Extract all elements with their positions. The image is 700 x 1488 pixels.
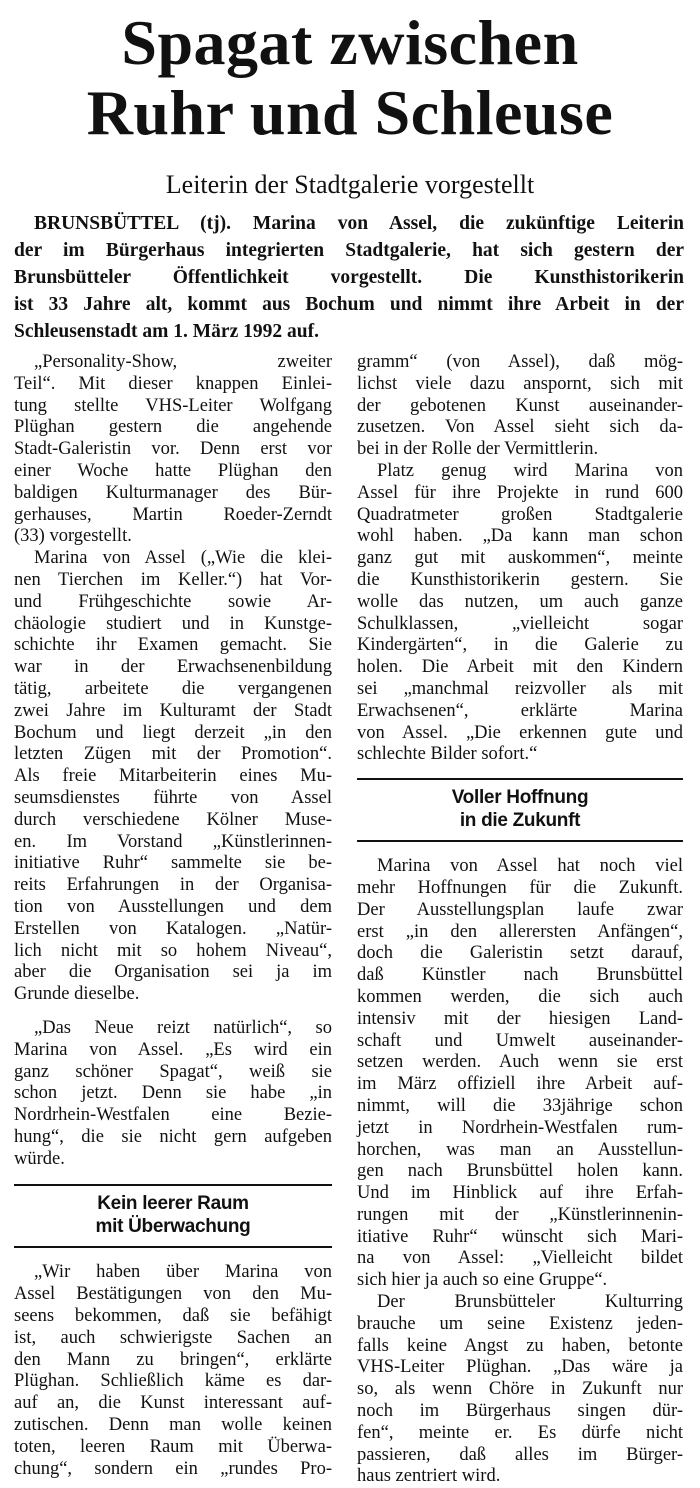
- text-line: itiative Ruhr“ wünscht sich Mari-: [357, 1226, 683, 1247]
- lead-paragraph: [14, 210, 684, 345]
- text-line: schichte ihr Examen gemacht. Sie: [14, 635, 332, 656]
- text-line: setzen werden. Auch wenn sie erst: [357, 1052, 683, 1073]
- text-line: gerhauses, Martin Roeder-Zerndt: [14, 504, 332, 525]
- text-line: von Assel. „Die erkennen gute und: [357, 722, 683, 743]
- text-line: noch im Bürgerhaus singen dür-: [357, 1401, 683, 1422]
- paragraph: [14, 1262, 332, 1480]
- text-line: Platz genug wird Marina von: [377, 460, 683, 481]
- text-line: schlechte Bilder sofort.“: [357, 744, 538, 765]
- text-line: nen Tierchen im Keller.“) hat Vor-: [14, 569, 332, 590]
- divider: [357, 840, 683, 842]
- left-column: [14, 352, 332, 1480]
- text-line: bei in der Rolle der Vermittlerin.: [357, 439, 599, 460]
- text-line: Marina von Assel. „Es wird ein: [14, 1039, 332, 1060]
- text-line: gen nach Brunsbüttel holen kann.: [357, 1161, 683, 1182]
- text-line: en. Im Vorstand „Künstlerinnen-: [14, 831, 332, 852]
- text-line: „Wir haben über Marina von: [34, 1262, 332, 1283]
- text-line: jetzt in Nordrhein-Westfalen rum-: [357, 1117, 683, 1138]
- text-line: chung“, sondern ein „rundes Pro-: [14, 1458, 332, 1479]
- text-line: den Mann zu bringen“, erklärte: [14, 1349, 332, 1370]
- paragraph: [14, 352, 332, 548]
- text-line: sei „manchmal reizvoller als mit: [357, 678, 683, 699]
- section-heading-line: mit Überwachung: [95, 1216, 251, 1238]
- headline-line: Ruhr und Schleuse: [86, 77, 614, 148]
- text-line: brauche um seine Existenz jeden-: [357, 1313, 683, 1334]
- text-line: sich hier ja auch so eine Gruppe“.: [357, 1270, 608, 1291]
- text-line: daß Künstler nach Brunsbüttel: [357, 965, 683, 986]
- text-line: ganz schöner Spagat“, weiß sie: [14, 1061, 332, 1082]
- text-line: Marina von Assel („Wie die klei-: [34, 548, 332, 569]
- text-line: so, als wenn Chöre in Zukunft nur: [357, 1379, 683, 1400]
- text-line: Plüghan. Schließlich käme es dar-: [14, 1371, 332, 1392]
- subtitle: Leiterin der Stadtgalerie vorgestellt: [165, 170, 535, 199]
- section-heading-line: in die Zukunft: [459, 810, 581, 832]
- text-line: im März offiziell ihre Arbeit auf-: [357, 1074, 683, 1095]
- divider: [14, 1246, 332, 1248]
- text-line: falls keine Angst zu haben, betonte: [357, 1335, 683, 1356]
- text-line: mehr Hoffnungen für die Zukunft.: [357, 877, 683, 898]
- text-line: Schleusenstadt am 1. März 1992 auf.: [14, 321, 319, 342]
- text-line: nimmt, will die 33jährige schon: [357, 1095, 683, 1116]
- text-line: würde.: [14, 1148, 65, 1169]
- section-heading-line: Voller Hoffnung: [451, 787, 589, 809]
- text-line: seumsdienstes führte von Assel: [14, 787, 332, 808]
- text-line: ist, auch schwierigste Sachen an: [14, 1327, 332, 1348]
- text-line: BRUNSBÜTTEL (tj). Marina von Assel, die zukünftige Leiterin: [34, 213, 684, 234]
- text-line: zwei Jahre im Kulturamt der Stadt: [14, 700, 332, 721]
- text-line: zutischen. Denn man wolle keinen: [14, 1415, 332, 1436]
- text-line: Assel für ihre Projekte in rund 600: [357, 482, 683, 503]
- divider: [357, 778, 683, 780]
- text-line: tung stellte VHS-Leiter Wolfgang: [14, 395, 332, 416]
- text-line: reits Erfahrungen in der Organisa-: [14, 875, 332, 896]
- text-line: durch verschiedene Kölner Muse-: [14, 809, 332, 830]
- text-line: schon jetzt. Denn sie habe „in: [14, 1083, 332, 1104]
- text-line: ist 33 Jahre alt, kommt aus Bochum und nimmt ihre Arbeit in der: [14, 294, 684, 315]
- text-line: ganz gut mit auskommen“, meinte: [357, 548, 683, 569]
- text-line: holen. Die Arbeit mit den Kindern: [357, 657, 683, 678]
- text-line: baldigen Kulturmanager des Bür-: [14, 482, 332, 503]
- text-line: Assel Bestätigungen von den Mu-: [14, 1284, 332, 1305]
- text-line: horchen, was man an Ausstellun-: [357, 1139, 683, 1160]
- text-line: passieren, daß alles im Bürger-: [357, 1444, 683, 1465]
- text-line: na von Assel: „Vielleicht bildet: [357, 1248, 683, 1269]
- text-line: (33) vorgestellt.: [14, 526, 132, 547]
- text-line: auf an, die Kunst interessant auf-: [14, 1393, 332, 1414]
- text-line: aber die Organisation sei ja im: [14, 962, 332, 983]
- text-line: tätig, arbeitete die vergangenen: [14, 678, 332, 699]
- text-line: „Personality-Show, zweiter: [34, 352, 332, 372]
- text-line: und Frühgeschichte sowie Ar-: [14, 591, 332, 612]
- text-line: Der Ausstellungsplan laufe zwar: [357, 899, 683, 920]
- right-column: [357, 352, 683, 1488]
- paragraph: [357, 461, 683, 766]
- text-line: intensiv mit der hiesigen Land-: [357, 1008, 683, 1029]
- text-line: initiative Ruhr“ sammelte sie be-: [14, 853, 332, 874]
- text-line: haus zentriert wird.: [357, 1466, 501, 1487]
- text-line: war in der Erwachsenenbildung: [14, 657, 332, 678]
- text-line: der im Bürgerhaus integrierten Stadtgalerie, hat sich gestern der: [14, 240, 684, 261]
- headline-line: Spagat zwischen: [121, 7, 579, 78]
- text-line: Als freie Mitarbeiterin eines Mu-: [14, 766, 332, 787]
- text-line: letzten Zügen mit der Promotion“.: [14, 744, 332, 765]
- paragraph: [357, 856, 683, 1292]
- text-line: „Das Neue reizt natürlich“, so: [34, 1017, 332, 1038]
- text-line: Bochum und liegt derzeit „in den: [14, 722, 332, 743]
- text-line: Grunde dieselbe.: [14, 984, 140, 1005]
- paragraph: [14, 1018, 332, 1171]
- text-line: VHS-Leiter Plüghan. „Das wäre ja: [357, 1357, 683, 1378]
- text-line: schaft und Umwelt auseinander-: [357, 1030, 683, 1051]
- text-line: gramm“ (von Assel), daß mög-: [357, 352, 683, 372]
- text-line: tion von Ausstellungen und dem: [14, 896, 332, 917]
- text-line: wolle das nutzen, um auch ganze: [357, 591, 683, 612]
- paragraph: [357, 1292, 683, 1488]
- text-line: rungen mit der „Künstlerinnenin-: [357, 1204, 683, 1225]
- text-line: wohl haben. „Da kann man schon: [357, 526, 683, 547]
- text-line: Teil“. Mit dieser knappen Einlei-: [14, 373, 332, 394]
- text-line: kommen werden, die sich auch: [357, 986, 683, 1007]
- paragraph: [357, 352, 683, 461]
- text-line: hung“, die sie nicht gern aufgeben: [14, 1126, 332, 1147]
- text-line: zusetzen. Von Assel sieht sich da-: [357, 417, 683, 438]
- text-line: lichst viele dazu anspornt, sich mit: [357, 373, 683, 394]
- text-line: Erwachsenen“, erklärte Marina: [357, 700, 683, 721]
- text-line: Quadratmeter großen Stadtgalerie: [357, 504, 683, 525]
- headline: [0, 8, 700, 148]
- text-line: Marina von Assel hat noch viel: [377, 856, 683, 877]
- section-heading: [357, 786, 683, 832]
- text-line: einer Woche hatte Plüghan den: [14, 460, 332, 481]
- text-line: seens bekommen, daß sie befähigt: [14, 1306, 332, 1327]
- text-line: Stadt-Galeristin vor. Denn erst vor: [14, 439, 332, 460]
- divider: [14, 1184, 332, 1186]
- text-line: Nordrhein-Westfalen eine Bezie-: [14, 1105, 332, 1126]
- text-line: Und im Hinblick auf ihre Erfah-: [357, 1183, 683, 1204]
- text-line: doch die Galeristin setzt darauf,: [357, 943, 683, 964]
- text-line: Der Brunsbütteler Kulturring: [377, 1292, 683, 1313]
- text-line: Plüghan gestern die angehende: [14, 417, 332, 438]
- text-line: Schulklassen, „vielleicht sogar: [357, 613, 683, 634]
- text-line: toten, leeren Raum mit Überwa-: [14, 1436, 332, 1457]
- paragraph: [14, 548, 332, 1006]
- text-line: Erstellen von Katalogen. „Natür-: [14, 918, 332, 939]
- text-line: fen“, meinte er. Es dürfe nicht: [357, 1422, 683, 1443]
- text-line: chäologie studiert und in Kunstge-: [14, 613, 332, 634]
- text-line: die Kunsthistorikerin gestern. Sie: [357, 569, 683, 590]
- text-line: erst „in den allerersten Anfängen“,: [357, 921, 683, 942]
- text-line: der gebotenen Kunst auseinander-: [357, 395, 683, 416]
- text-line: Brunsbütteler Öffentlichkeit vorgestellt. Die Kunsthistorikerin: [14, 267, 684, 288]
- section-heading: [14, 1192, 332, 1238]
- text-line: lich nicht mit so hohem Niveau“,: [14, 940, 332, 961]
- section-heading-line: Kein leerer Raum: [97, 1193, 249, 1215]
- text-line: Kindergärten“, in die Galerie zu: [357, 635, 683, 656]
